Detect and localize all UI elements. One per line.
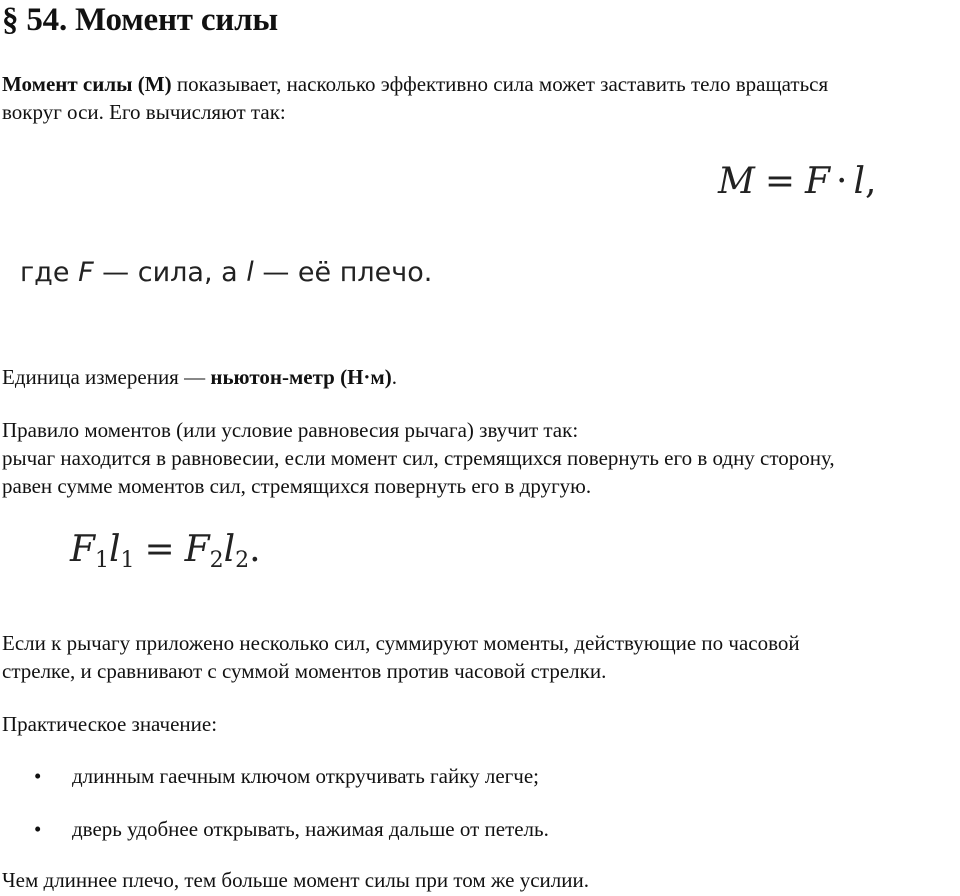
formula-dot: ·: [836, 161, 848, 202]
unit-name: ньютон-метр (Н·м): [210, 365, 392, 389]
where-f: F: [78, 257, 94, 288]
lever-f2: F: [184, 529, 210, 570]
lever-period: .: [249, 529, 261, 570]
lever-l1: l: [108, 529, 121, 570]
bullet-icon: •: [34, 817, 42, 841]
formula-explanation: [20, 255, 432, 291]
several-line-2: стрелке, и сравнивают с суммой моментов против часовой стрелки.: [2, 659, 607, 683]
bullet-icon: •: [34, 764, 42, 788]
where-l: l: [246, 257, 254, 288]
lever-l1-sub: 1: [120, 548, 135, 573]
list-item: длинным гаечным ключом откручивать гайку легче;: [72, 764, 539, 788]
unit-suffix: .: [391, 365, 397, 389]
intro-text: показывает, насколько эффективно сила может заставить тело вращаться: [171, 72, 829, 96]
formula-comma: ,: [865, 161, 877, 202]
lever-equals: =: [144, 529, 175, 570]
practical-heading: Практическое значение:: [2, 712, 218, 736]
where-suffix: — её плечо.: [253, 257, 433, 288]
list-item: дверь удобнее открывать, нажимая дальше от петель.: [72, 817, 549, 841]
where-mid: — сила, а: [93, 257, 247, 288]
several-line-1: Если к рычагу приложено несколько сил, суммируют моменты, действующие по часовой: [2, 631, 800, 655]
section-title: § 54. Момент силы: [2, 2, 278, 38]
unit-line: [2, 363, 397, 392]
lever-f1: F: [70, 529, 95, 570]
intro-term: Момент силы (M): [2, 72, 172, 96]
unit-prefix: Единица измерения —: [2, 365, 211, 389]
lever-l2-sub: 2: [235, 548, 250, 573]
intro-line-1: [2, 70, 828, 99]
formula-f: F: [805, 161, 831, 202]
formula-l: l: [853, 161, 865, 202]
formula-m: M: [718, 161, 755, 202]
rule-line-3: равен сумме моментов сил, стремящихся повернуть его в другую.: [2, 474, 592, 498]
rule-line-1: Правило моментов (или условие равновесия рычага) звучит так:: [2, 418, 579, 442]
lever-f1-sub: 1: [94, 548, 109, 573]
formula-equals: =: [764, 161, 796, 202]
intro-line-2: вокруг оси. Его вычисляют так:: [2, 100, 286, 124]
torque-formula: [718, 160, 876, 204]
lever-formula: [70, 528, 261, 583]
where-prefix: где: [20, 257, 79, 288]
rule-line-2: рычаг находится в равновесии, если момент сил, стремящихся повернуть его в одну сторону,: [2, 446, 835, 470]
lever-f2-sub: 2: [209, 548, 224, 573]
lever-l2: l: [223, 529, 236, 570]
conclusion: Чем длиннее плечо, тем больше момент силы при том же усилии.: [2, 868, 589, 892]
